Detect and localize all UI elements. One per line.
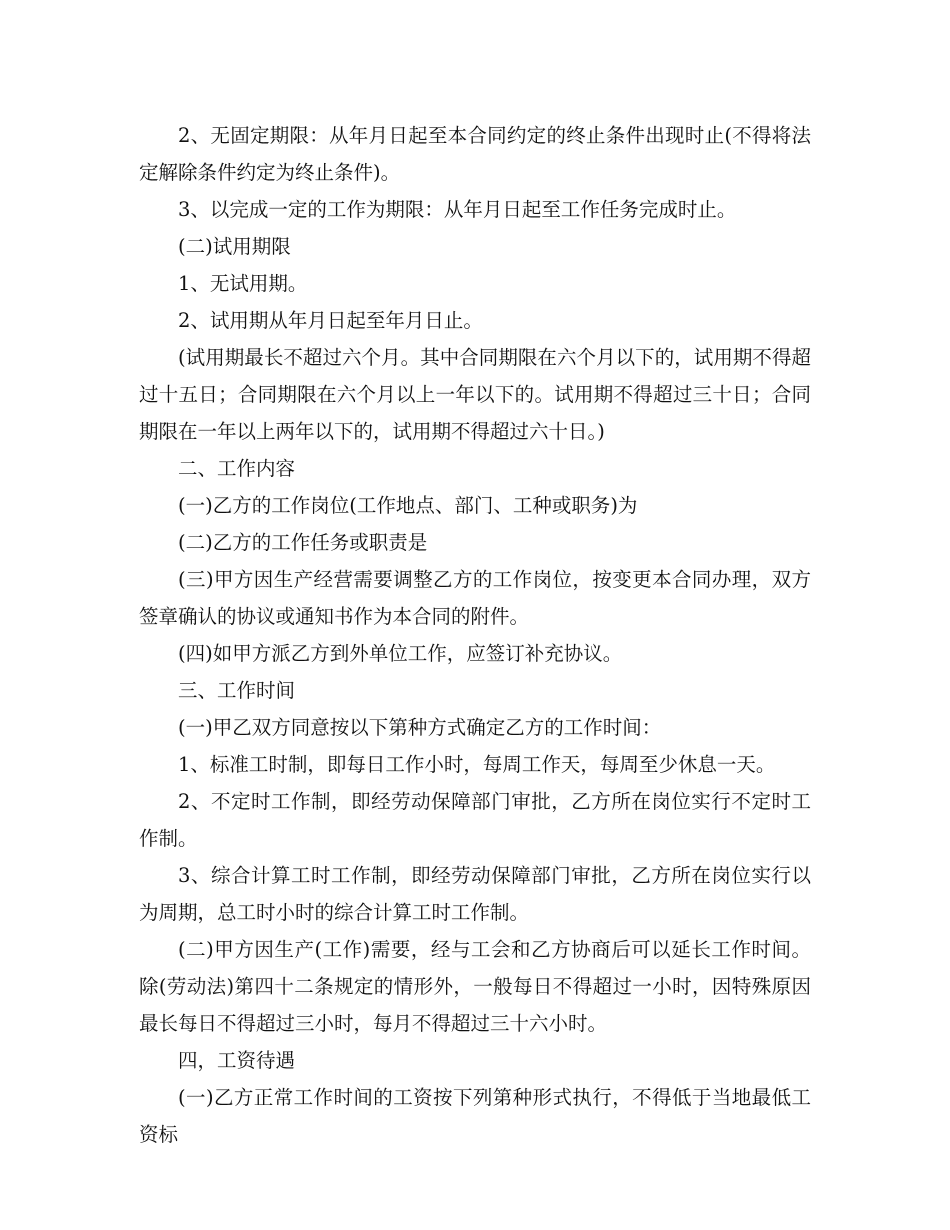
paragraph-wage-form: (一)乙方正常工作时间的工资按下列第种形式执行，不得低于当地最低工资标 bbox=[139, 1086, 811, 1146]
paragraph-work-duty: (二)乙方的工作任务或职责是 bbox=[178, 531, 428, 554]
paragraph-probation-note: (试用期最长不超过六个月。其中合同期限在六个月以下的，试用期不得超过十五日；合同期限在六个月以上一年以下的。试用期不得超过三十日；合同期限在一年以上两年以下的，试用期不得超过六十日。) bbox=[139, 346, 811, 443]
paragraph-post-change: (三)甲方因生产经营需要调整乙方的工作岗位，按变更本合同办理，双方签章确认的协议或通知书作为本合同的附件。 bbox=[139, 568, 811, 628]
paragraph-work-post: (一)乙方的工作岗位(工作地点、部门、工种或职务)为 bbox=[178, 494, 638, 517]
contract-body bbox=[139, 117, 811, 1153]
paragraph-overtime: (二)甲方因生产(工作)需要，经与工会和乙方协商后可以延长工作时间。除(劳动法)第四十二条规定的情形外，一般每日不得超过一小时，因特殊原因最长每日不得超过三小时，每月不得超过三十六小时。 bbox=[139, 938, 811, 1035]
paragraph-no-probation: 1、无试用期。 bbox=[178, 272, 308, 295]
paragraph-standard-hours: 1、标准工时制，即每日工作小时，每周工作天，每周至少休息一天。 bbox=[178, 753, 776, 776]
paragraph-term-task: 3、以完成一定的工作为期限：从年月日起至工作任务完成时止。 bbox=[178, 198, 737, 221]
paragraph-external-assignment: (四)如甲方派乙方到外单位工作，应签订补充协议。 bbox=[178, 642, 623, 665]
paragraph-flexible-hours: 2、不定时工作制，即经劳动保障部门审批，乙方所在岗位实行不定时工作制。 bbox=[139, 790, 811, 850]
heading-probation: (二)试用期限 bbox=[178, 235, 291, 258]
heading-wages: 四，工资待遇 bbox=[178, 1049, 296, 1072]
paragraph-work-time-mode: (一)甲乙双方同意按以下第种方式确定乙方的工作时间： bbox=[178, 716, 662, 739]
heading-work-time: 三、工作时间 bbox=[178, 679, 296, 702]
paragraph-comprehensive-hours: 3、综合计算工时工作制，即经劳动保障部门审批，乙方所在岗位实行以为周期，总工时小时的综合计算工时工作制。 bbox=[139, 864, 811, 924]
paragraph-term-unfixed: 2、无固定期限：从年月日起至本合同约定的终止条件出现时止(不得将法定解除条件约定为终止条件)。 bbox=[139, 124, 811, 184]
paragraph-probation-period: 2、试用期从年月日起至年月日止。 bbox=[178, 309, 483, 332]
heading-work-content: 二、工作内容 bbox=[178, 457, 296, 480]
